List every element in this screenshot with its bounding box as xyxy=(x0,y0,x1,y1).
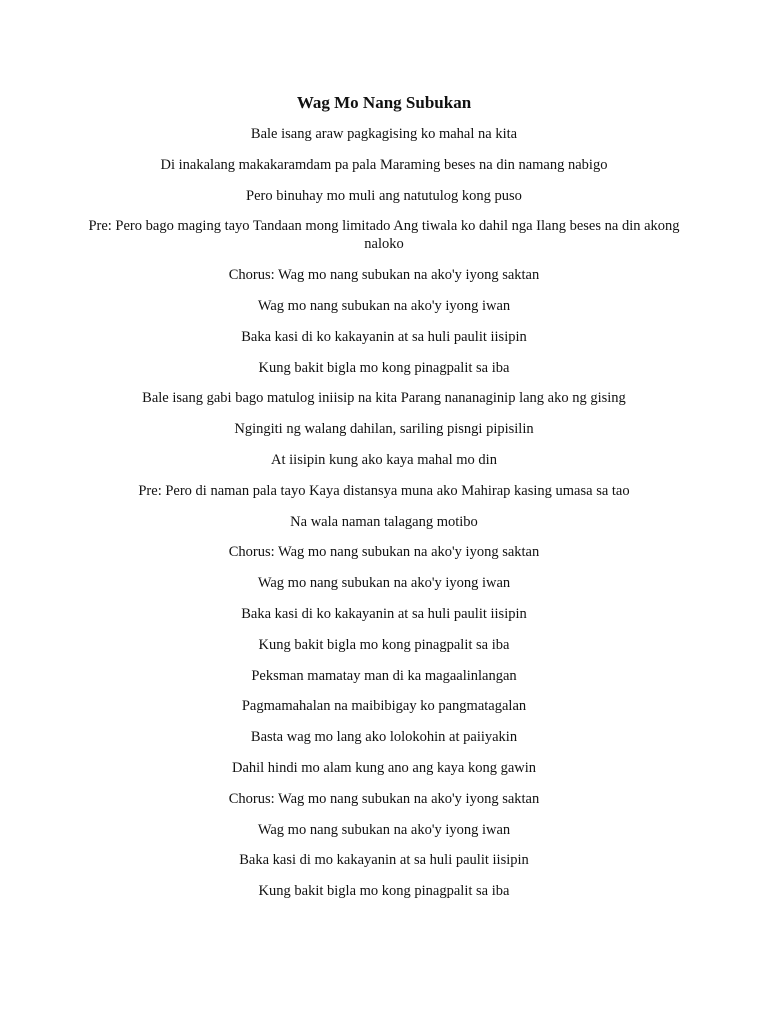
lyric-line: Pero binuhay mo muli ang natutulog kong puso xyxy=(246,187,522,204)
lyric-line: Wag mo nang subukan na ako'y iyong iwan xyxy=(257,297,511,314)
lyric-line: Chorus: Wag mo nang subukan na ako'y iyong saktan xyxy=(228,544,540,561)
lyric-line: Peksman mamatay man di ka magaalinlangan xyxy=(251,667,517,684)
lyric-line: Bale isang gabi bago matulog iniisip na kita Parang nananaginip lang ako ng gising xyxy=(142,390,626,407)
lyrics-list xyxy=(88,125,680,913)
lyric-line: Baka kasi di mo kakayanin at sa huli paulit iisipin xyxy=(239,852,529,869)
lyric-line: At iisipin kung ako kaya mahal mo din xyxy=(271,451,497,468)
lyric-line: Pre: Pero bago maging tayo Tandaan mong limitado Ang tiwala ko dahil nga Ilang beses na din akong naloko xyxy=(88,218,680,253)
lyric-line: Bale isang araw pagkagising ko mahal na kita xyxy=(250,126,518,142)
lyric-line: Pagmamahalan na maibibigay ko pangmatagalan xyxy=(241,698,527,715)
page-title: Wag Mo Nang Subukan xyxy=(296,93,472,112)
lyric-line: Kung bakit bigla mo kong pinagpalit sa iba xyxy=(258,359,510,376)
lyric-line: Ngingiti ng walang dahilan, sariling pisngi pipisilin xyxy=(234,421,534,438)
lyric-line: Wag mo nang subukan na ako'y iyong iwan xyxy=(257,821,511,838)
lyric-line: Wag mo nang subukan na ako'y iyong iwan xyxy=(257,575,511,592)
lyric-line: Baka kasi di ko kakayanin at sa huli paulit iisipin xyxy=(241,328,527,345)
lyric-line: Chorus: Wag mo nang subukan na ako'y iyong saktan xyxy=(228,267,540,284)
lyric-line: Kung bakit bigla mo kong pinagpalit sa iba xyxy=(258,636,510,653)
lyric-line: Kung bakit bigla mo kong pinagpalit sa iba xyxy=(258,883,510,900)
lyric-line: Chorus: Wag mo nang subukan na ako'y iyong saktan xyxy=(228,790,540,807)
lyric-line: Dahil hindi mo alam kung ano ang kaya kong gawin xyxy=(231,759,537,776)
lyric-line: Basta wag mo lang ako lolokohin at paiiyakin xyxy=(250,729,518,746)
lyric-line: Baka kasi di ko kakayanin at sa huli paulit iisipin xyxy=(241,605,527,622)
lyric-line: Pre: Pero di naman pala tayo Kaya distansya muna ako Mahirap kasing umasa sa tao xyxy=(138,482,630,499)
lyric-line: Di inakalang makakaramdam pa pala Maraming beses na din namang nabigo xyxy=(160,156,608,173)
lyric-line: Na wala naman talagang motibo xyxy=(290,513,478,530)
